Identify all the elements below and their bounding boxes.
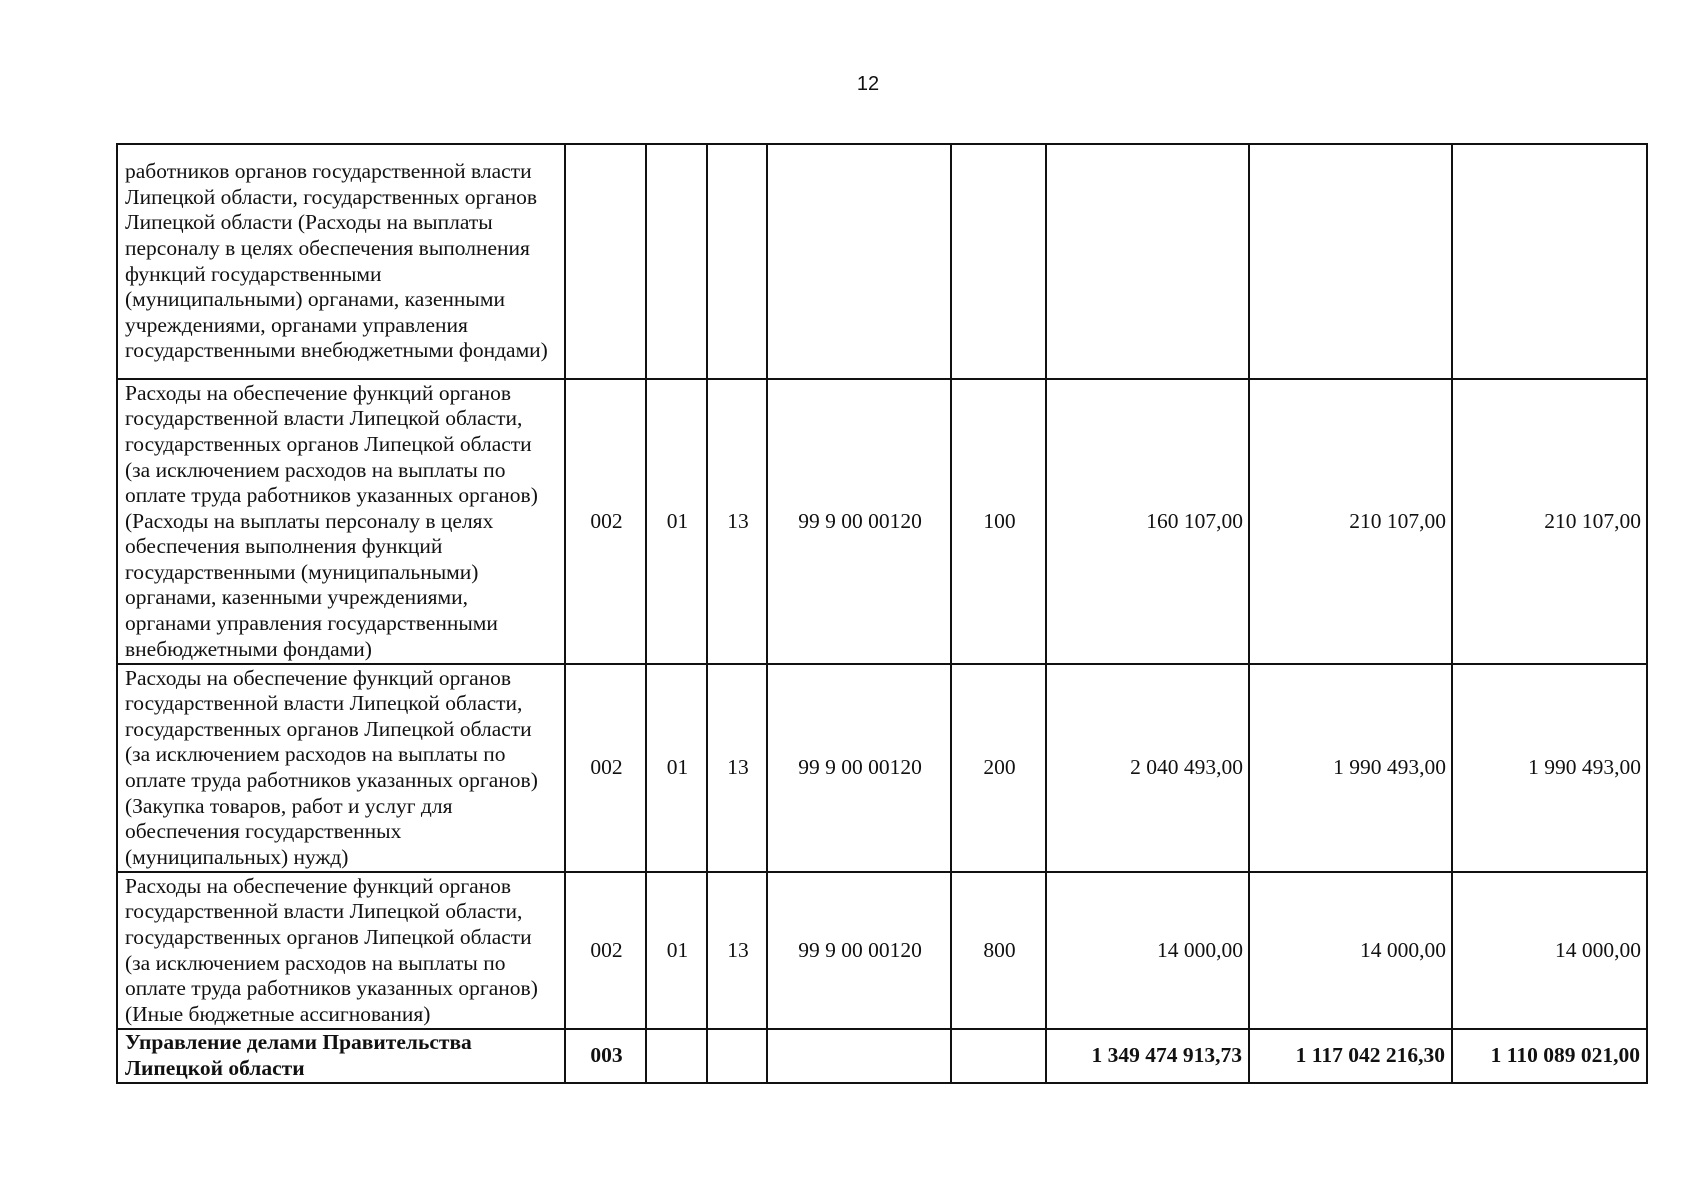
target-article-code: 99 9 00 00120 [767,664,951,872]
amount-1 [1046,144,1249,379]
amount-3 [1452,144,1647,379]
page-number: 12 [856,73,880,95]
row-description: Расходы на обеспечение функций органов государственной власти Липецкой области, государственных органов Липецкой области (за исключением расходов на выплаты по оплате труда работников указанных органов) (Закупка товаров, работ и услуг для обеспечения государственных (муниципальных) нужд) [117,664,565,872]
target-article-code: 99 9 00 00120 [767,872,951,1029]
subsection-code: 13 [707,379,767,664]
budget-table [116,143,1648,1084]
section-code: 01 [646,872,707,1029]
section-code [646,144,707,379]
table-row [117,379,1647,664]
subsection-code [707,144,767,379]
amount-1: 2 040 493,00 [1046,664,1249,872]
ministry-code: 002 [565,872,646,1029]
table-row [117,144,1647,379]
amount-1: 160 107,00 [1046,379,1249,664]
subsection-code: 13 [707,664,767,872]
ministry-code: 002 [565,379,646,664]
ministry-code: 002 [565,664,646,872]
row-description: работников органов государственной власти Липецкой области, государственных органов Липецкой области (Расходы на выплаты персоналу в целях обеспечения выполнения функций государственными (муниципальными) органами, казенными учреждениями, органами управления государственными внебюджетными фондами) [117,144,565,379]
total-amount-1: 1 349 474 913,73 [1046,1029,1249,1083]
total-subsection-code [707,1029,767,1083]
total-ministry-code: 003 [565,1029,646,1083]
total-description: Управление делами Правительства Липецкой области [117,1029,565,1083]
total-target-article-code [767,1029,951,1083]
amount-3: 14 000,00 [1452,872,1647,1029]
row-description: Расходы на обеспечение функций органов государственной власти Липецкой области, государственных органов Липецкой области (за исключением расходов на выплаты по оплате труда работников указанных органов) (Расходы на выплаты персоналу в целях обеспечения выполнения функций государственными (муниципальными) органами, казенными учреждениями, органами управления государственными внебюджетными фондами) [117,379,565,664]
total-amount-2: 1 117 042 216,30 [1249,1029,1452,1083]
section-code: 01 [646,664,707,872]
total-amount-3: 1 110 089 021,00 [1452,1029,1647,1083]
amount-2 [1249,144,1452,379]
subsection-code: 13 [707,872,767,1029]
row-description: Расходы на обеспечение функций органов государственной власти Липецкой области, государственных органов Липецкой области (за исключением расходов на выплаты по оплате труда работников указанных органов) (Иные бюджетные ассигнования) [117,872,565,1029]
ministry-code [565,144,646,379]
table-total-row [117,1029,1647,1083]
amount-3: 1 990 493,00 [1452,664,1647,872]
target-article-code [767,144,951,379]
total-section-code [646,1029,707,1083]
amount-2: 14 000,00 [1249,872,1452,1029]
table-row [117,664,1647,872]
amount-2: 1 990 493,00 [1249,664,1452,872]
total-expense-type-code [951,1029,1046,1083]
amount-3: 210 107,00 [1452,379,1647,664]
table-row [117,872,1647,1029]
target-article-code: 99 9 00 00120 [767,379,951,664]
expense-type-code: 100 [951,379,1046,664]
amount-1: 14 000,00 [1046,872,1249,1029]
section-code: 01 [646,379,707,664]
expense-type-code: 200 [951,664,1046,872]
expense-type-code [951,144,1046,379]
expense-type-code: 800 [951,872,1046,1029]
amount-2: 210 107,00 [1249,379,1452,664]
